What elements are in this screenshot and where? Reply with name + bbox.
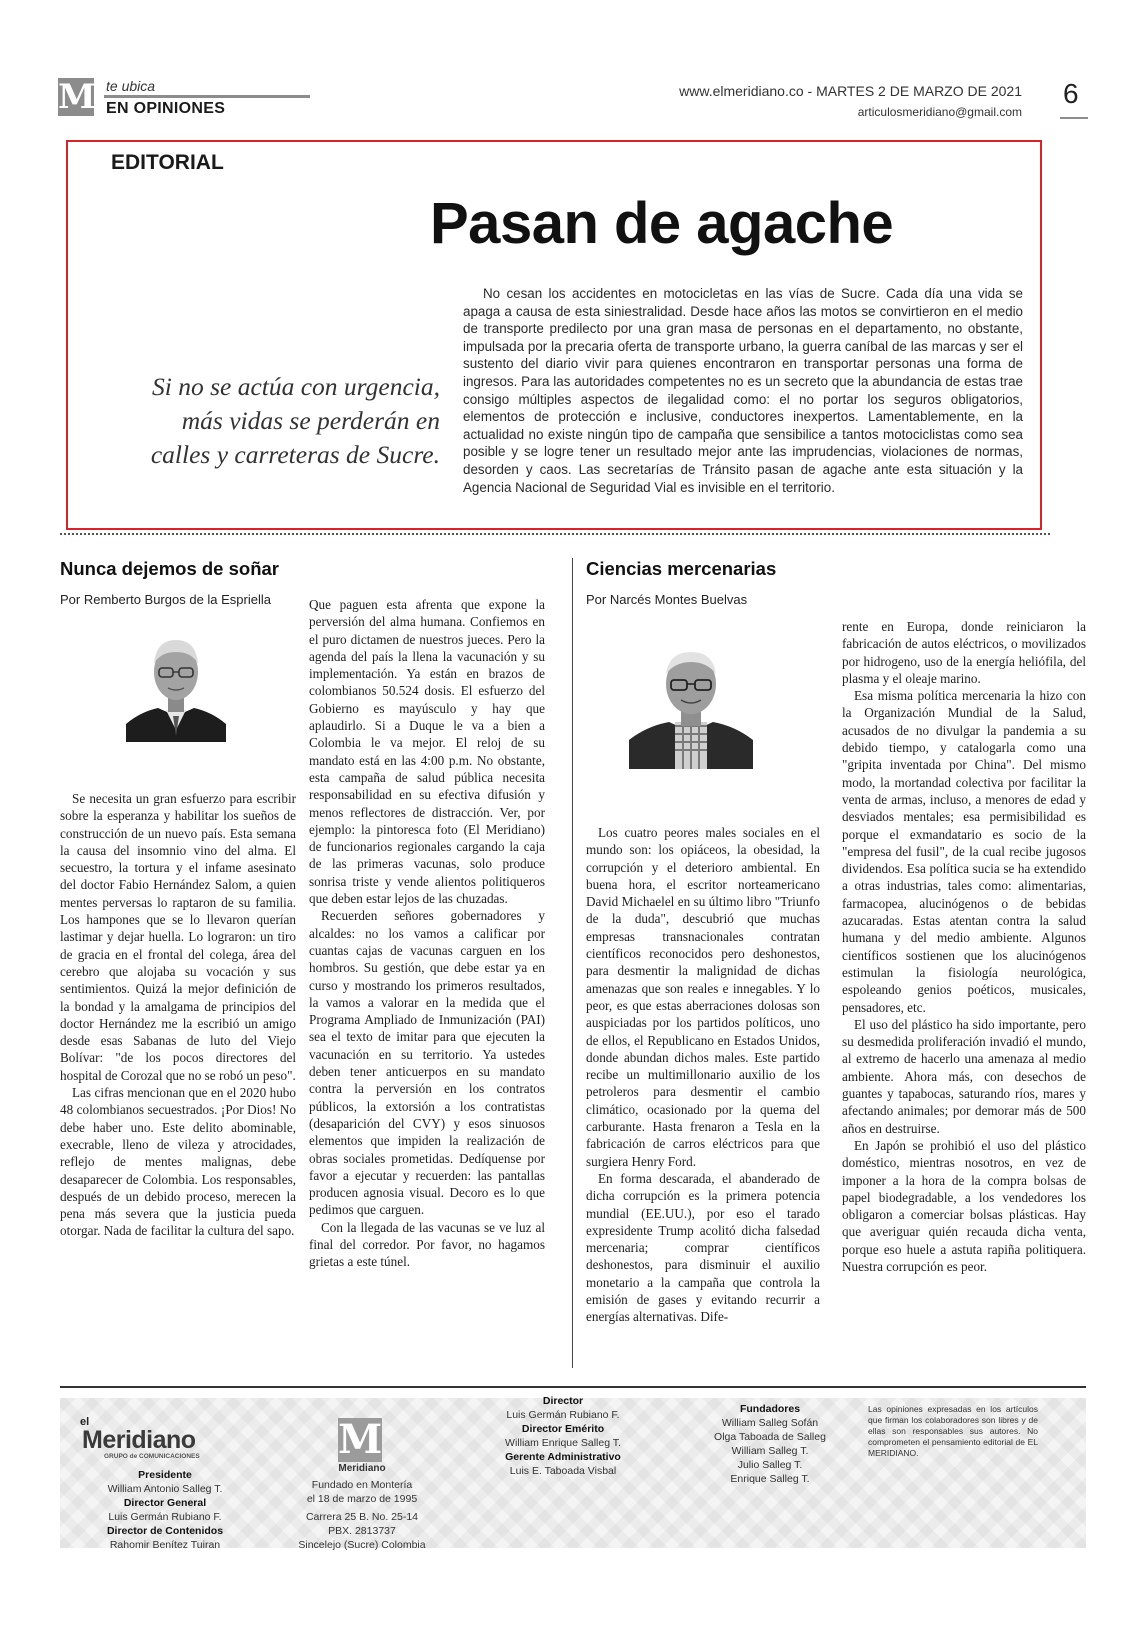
paragraph: Con la llegada de las vacunas se ve luz al final del corredor. Por favor, no hagamos grietas a este túnel. — [309, 1219, 545, 1270]
editorial-body: No cesan los accidentes en motocicletas en las vías de Sucre. Cada día una vida se apaga a causa de esta siniestralidad. Desde hace años las motos se convirtieron en el medio de transporte predilecto por una gran masa de personas en el departamento, no obstante, impulsada por la precaria oferta de transporte urbano, la guerra caníbal de las marcas y ser el sustento del diario vivir para quienes encontraron en transportar personas una forma de ingresos. Para las autoridades competentes no es un secreto que la abundancia de estas trae consigo múltiples aspectos de ilegalidad como: el no portar los seguros obligatorios, elementos de protección e inclusive, conductores inexpertos. Lamentablemente, en la actualidad no existe ningún tipo de campaña que sensibilice a tantos motociclistas como sea posible y se logre tener un resultado mejor ante las imprudencias, violaciones de normas, desorden y caos. Las secretarías de Tránsito pasan de agache ante esta situación y la Agencia Nacional de Seguridad Vial es invisible en el territorio. — [463, 286, 1023, 495]
emeritus-name: William Enrique Salleg T. — [505, 1437, 621, 1449]
paragraph: El uso del plástico ha sido importante, pero su desmedida proliferación invadió el mundo, al extremo de hacerlo una amenaza al medio ambiente. Ahora más, con desechos de guantes y tapabocas, saturando ríos, mares y afectando animales; por demorar más de 500 años en destruirse. — [842, 1016, 1086, 1136]
section-name: EN OPINIONES — [106, 100, 226, 117]
founder-name: Olga Taboada de Salleg — [714, 1431, 826, 1443]
founded-line-2: el 18 de marzo de 1995 — [306, 1493, 418, 1505]
manager-name: Luis E. Taboada Visbal — [509, 1465, 617, 1477]
brand-el: el — [80, 1416, 90, 1428]
logo-name: Meridiano — [338, 1463, 386, 1474]
director-general-name: Luis Germán Rubiano F. — [108, 1511, 222, 1523]
paragraph: En forma descarada, el abanderado de dicha corrupción es la primera potencia mundial (EE.UU.), por eso el tarado expresidente Trump acolitó dicha falsedad mercenaria; comprar científicos deshonestos, para disminuir el auxilio monetario a la campaña que controla la emisión de gases y evitando recurrir a energías alternativas. Dife- — [586, 1170, 820, 1325]
editorial-title: Pasan de agache — [430, 191, 894, 256]
city: Sincelejo (Sucre) Colombia — [298, 1539, 426, 1551]
editorial-box — [66, 140, 1042, 530]
editorial-pullquote: Si no se actúa con urgencia, más vidas se perderán en calles y carreteras de Sucre. — [150, 372, 440, 469]
founder-name: William Salleg Sofán — [721, 1417, 819, 1429]
meridiano-brand-logo — [80, 1416, 240, 1460]
meridiano-logo: M — [338, 1416, 383, 1463]
article-left-col1 — [60, 790, 296, 1240]
header-dateline: www.elmeridiano.co - MARTES 2 DE MARZO DE 2021 — [679, 83, 1022, 99]
brand-subtitle: GRUPO de COMUNICACIONES — [104, 1453, 200, 1460]
director-general-label: Director General — [123, 1497, 207, 1509]
founder-name: Julio Salleg T. — [737, 1459, 803, 1471]
emeritus-label: Director Emérito — [521, 1423, 605, 1435]
column-divider — [572, 558, 573, 1368]
page-number-rule — [1060, 117, 1088, 119]
footer-founders — [690, 1402, 850, 1486]
article-right-col1 — [586, 824, 820, 1326]
author-photo-left — [126, 620, 226, 742]
paragraph: Que paguen esta afrenta que expone la perversión del alma humana. Confiemos en el puro dictamen de nuestros jueces. Pero la agenda del país la llena la vacunación y su implementación. Ya están en brazos de colombianos 50.524 dosis. El esfuerzo del Gobierno es mayúsculo y hay que aplaudirlo. Si a Duque le va a bien a Colombia le va mejor. El reloj de su mandato está en las 4:00 p.m. No obstante, esta campaña de salud pública necesita responsabilidad en su efectiva difusión y menos reflectores de distracción. Ver, por ejemplo: la pintoresca foto (El Meridiano) de funcionarios regionales cargando la caja de las primeras vacunas, solo produce sonrisa triste y vende alientos politiqueros que deben estar lejos de las chuzadas. — [309, 597, 545, 907]
director-content-name: Rahomir Benítez Tuiran — [109, 1539, 221, 1551]
paragraph: Las cifras mencionan que en el 2020 hubo 48 colombianos secuestrados. ¡Por Dios! No debe haber uno. Este delito abominable, execrable, lleno de vileza y atrocidades, reflejo de mentes malignas, debe desaparecer de Colombia. Los responsables, después de un debido proceso, merecen la pena más severa que la justicia pueda otorgar. Nada de facilitar la cultura del sapo. — [60, 1085, 296, 1239]
paragraph: rente en Europa, donde reiniciaron la fabricación de autos eléctricos, o movilizados por hidrogeno, uso de la energía heliófila, del plasma y el oleaje marino. — [842, 619, 1086, 686]
director-content-label: Director de Contenidos — [106, 1525, 224, 1537]
article-right-col2 — [842, 618, 1086, 1275]
footer-rule — [60, 1386, 1086, 1388]
header-rule — [104, 95, 310, 98]
editorial-label: EDITORIAL — [111, 151, 224, 174]
paragraph: Los cuatro peores males sociales en el mundo son: los opiáceos, la obesidad, la corrupción y el deterioro ambiental. En buena hora, el escritor norteamericano David Michaelel en su último libro "Triunfo de la duda", descubrió que muchas empresas transnacionales contratan científicos reconocidos pero deshonestos, para desmentir la malignidad de dichas amenazas que son reales e innegables. Y lo peor, es que estas aberraciones dolosas son auspiciadas por los partidos políticos, uno de ellos, el Republicano en Estados Unidos, donde abundan dichos males. Este partido recibe un multimillonario auxilio de los petroleros para desmentir el cambio climático, ocasionado por la quema del carburante. Hasta frenaron a Tesla en la fabricación de carros eléctricos para que surgiera Henry Ford. — [586, 825, 820, 1169]
address: Carrera 25 B. No. 25-14 — [305, 1511, 419, 1523]
footer-executives — [80, 1468, 250, 1552]
section-tagline: te ubica — [106, 78, 156, 94]
byline-left: Por Remberto Burgos de la Espriella — [60, 592, 271, 607]
footer-disclaimer: Las opiniones expresadas en los artículos que firman los colaboradores son libres y de ellas son responsables sus autores. No comprometen el pensamiento editorial de EL MERIDIANO. — [868, 1404, 1038, 1458]
masthead-footer — [60, 1395, 1086, 1551]
article-title-right: Ciencias mercenarias — [586, 558, 777, 579]
meridiano-logo: M — [58, 77, 96, 117]
founded-line-1: Fundado en Montería — [311, 1479, 413, 1491]
founder-name: William Salleg T. — [731, 1445, 809, 1457]
paragraph: Recuerden señores gobernadores y alcaldes: no los vamos a calificar por cuantas cajas de vacunas carguen en los hombros. Su gestión, que debe estar ya en curso y mostrando los primeros resultados, la vamos a valorar en la medida que el Programa Ampliado de Inmunización (PAI) sea el texto de imitar para que ejecuten la vacunación en su territorio. Ya ustedes deben tener anticuerpos en su mandato contra la perversión en los contratos públicos, la extorsión a los contratistas (desaparición del CVY) y esos sinuosos elementos que impiden la realización de obras sociales prometidas. Dedíquense por favor a ejecutar y recuerden: las pantallas producen agnosia visual. Decoro es lo que pedimos que carguen. — [309, 908, 545, 1218]
byline-right: Por Narcés Montes Buelvas — [586, 592, 748, 607]
header-email: articulosmeridiano@gmail.com — [857, 105, 1022, 119]
director-label: Director — [542, 1395, 584, 1407]
founder-name: Enrique Salleg T. — [730, 1473, 810, 1485]
president-label: Presidente — [138, 1469, 192, 1481]
section-divider — [60, 533, 1050, 535]
founders-label: Fundadores — [739, 1403, 801, 1415]
author-photo-right — [629, 634, 753, 769]
paragraph: En Japón se prohibió el uso del plástico doméstico, mientras nosotros, en vez de imponer a la hora de la compra bolsas de papel biodegradable, a los vendedores los obligaron a comerciar bolsas plásticas. Hay que averiguar quién recauda dicha venta, porque eso huele a astuta rapiña politiquera. Nuestra corrupción es peor. — [842, 1137, 1086, 1274]
page-number: 6 — [1063, 78, 1079, 109]
page-header — [0, 0, 1144, 140]
footer-founding-info — [282, 1478, 442, 1552]
article-left-col2 — [309, 596, 545, 1271]
article-title-left: Nunca dejemos de soñar — [60, 558, 279, 579]
paragraph: Se necesita un gran esfuerzo para escribir sobre la esperanza y habilitar los sueños de construcción de un nuevo país. Esta semana la causa del insomnio vino del alma. El secuestro, la tortura y el infame asesinato del doctor Fabio Hernández Salom, a quien mentes perversas lo raptaron de su familia. Los hampones que se lo llevaron querían lastimar y dejar huella. Lo lograron: un tiro de gracia en el frontal del colega, área del cerebro que alojaba su vocación y sus sentimientos. Quizá la mejor definición de la bondad y la amalgama de principios del doctor Hernández me la escribió un amigo desde esas Sabanas de luto del Viejo Bolívar: "de los pocos directores del hospital de Corozal que no se robó un peso". — [60, 791, 296, 1083]
paragraph: Esa misma política mercenaria la hizo con la Organización Mundial de la Salud, acusados de no divulgar la pandemia a su debido tiempo, y catalogarla como una "gripita inventada por China". Del mismo modo, la mortandad colectiva por facilitar la venta de armas, incluso, a menores de edad y desviados mentales; esa permisibilidad es porque el exmandatario es socio de la "empresa del fusil", de la cual recibe jugosos dividendos. Esa política sucia se ha extendido a otras industrias, tales como: alimentarias, farmacopea, alucinógenos o de bebidas azucaradas. Estas atentan contra la salud humana y del medio ambiente. Algunos científicos sostienen que los alucinógenos estimulan la fisiología neurológica, espoleando genios poéticos, musicales, pensadores, etc. — [842, 688, 1086, 1015]
president-name: William Antonio Salleg T. — [107, 1483, 223, 1495]
phone: PBX. 2813737 — [328, 1525, 396, 1537]
director-name: Luis Germán Rubiano F. — [506, 1409, 620, 1421]
brand-name: Meridiano — [82, 1426, 196, 1454]
manager-label: Gerente Administrativo — [505, 1451, 621, 1463]
footer-directors — [478, 1394, 648, 1478]
